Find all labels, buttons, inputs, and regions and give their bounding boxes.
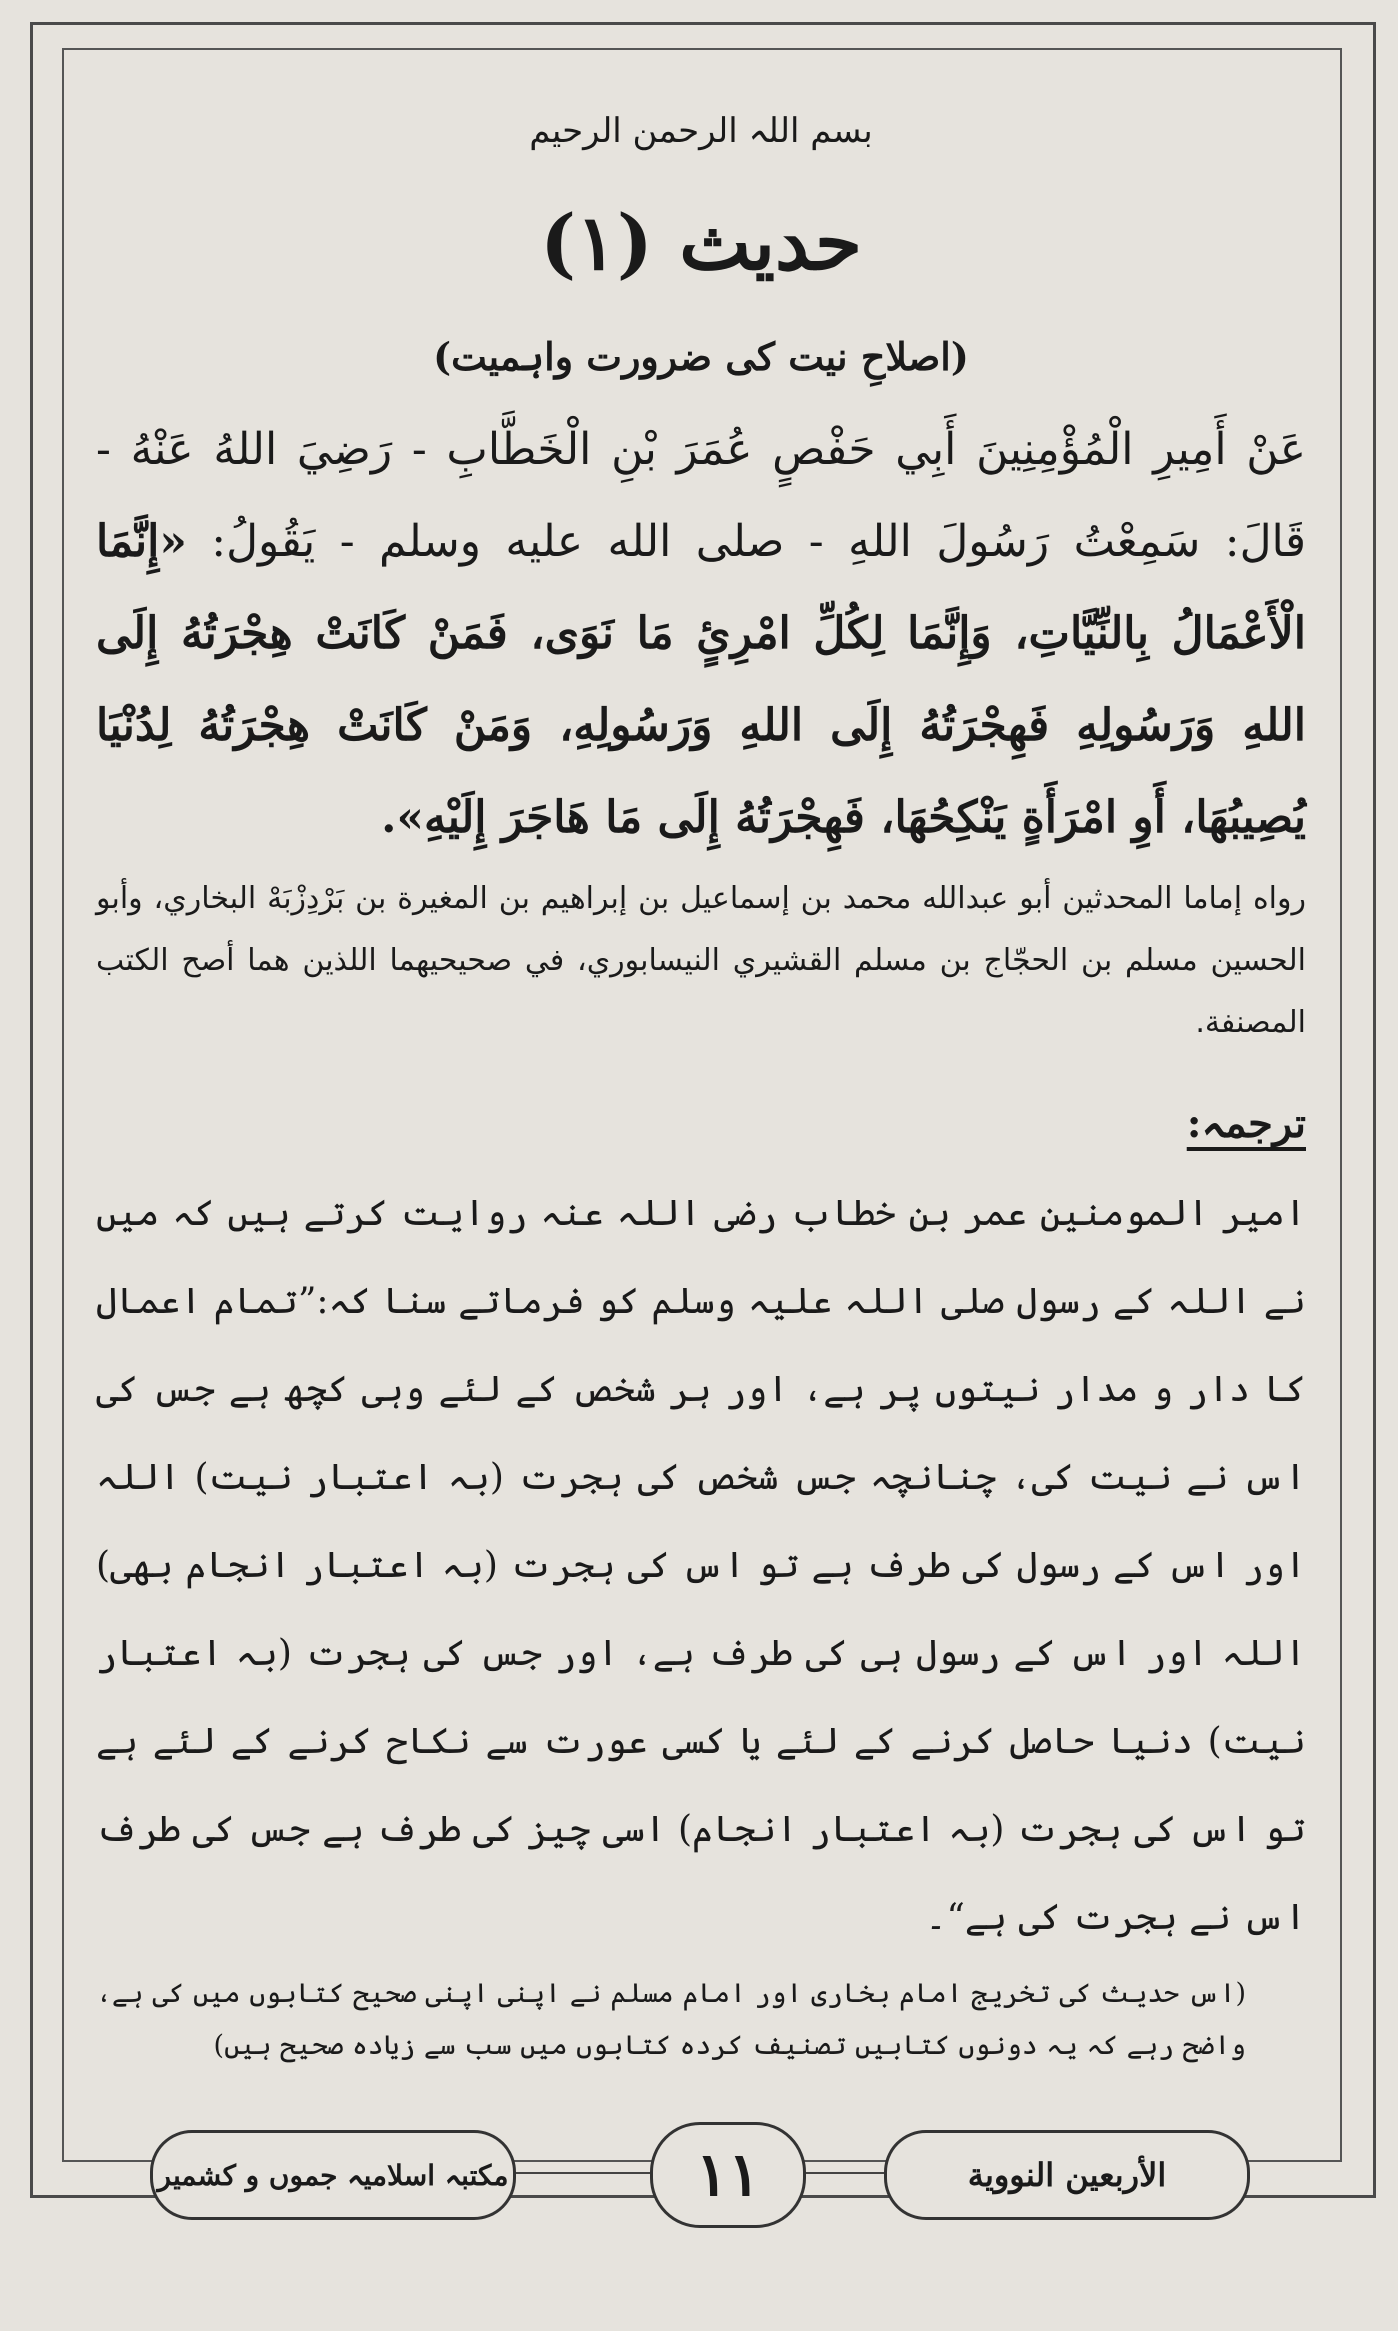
page-footer	[150, 2120, 1250, 2230]
bismillah: بسم اللہ الرحمن الرحیم	[529, 111, 873, 151]
translation-note: (اس حدیث کی تخریج امام بخاری اور امام مسلم نے اپنی اپنی صحیح کتابوں میں کی ہے، واضح رہے کہ یہ دونوں کتابیں تصنیف کردہ کتابوں میں سب سے زیادہ صحیح ہیں)	[96, 1978, 1246, 2061]
publisher-badge: مکتبہ اسلامیہ جموں و کشمیر	[150, 2130, 516, 2220]
arabic-hadith-text: «إِنَّمَا الْأَعْمَالُ بِالنِّيَّاتِ، وَإِنَّمَا لِكُلِّ امْرِئٍ مَا نَوَى، فَمَنْ كَانَتْ هِجْرَتُهُ إِلَى اللهِ وَرَسُولِهِ فَهِجْرَتُهُ إِلَى اللهِ وَرَسُولِهِ، وَمَنْ كَانَتْ هِجْرَتُهُ لِدُنْيَا يُصِيبُهَا، أَوِ امْرَأَةٍ يَنْكِحُهَا، فَهِجْرَتُهُ إِلَى مَا هَاجَرَ إِلَيْهِ».	[96, 516, 1306, 843]
arabic-hadith	[96, 404, 1306, 864]
hadith-subtitle: (اصلاحِ نیت کی ضرورت واہمیت)	[433, 334, 969, 379]
translation-heading: ترجمہ:	[1186, 1100, 1306, 1147]
arabic-intro: عَنْ أَمِيرِ الْمُؤْمِنِينَ أَبِي حَفْصٍ عُمَرَ بْنِ الْخَطَّابِ - رَضِيَ اللهُ عَنْهُ -	[96, 424, 1306, 475]
hadith-title: حدیث (۱)	[540, 198, 862, 287]
footer-ornament-left	[510, 2172, 650, 2174]
translation-body: امیر المومنین عمر بن خطاب رضی اللہ عنہ روایت کرتے ہیں کہ میں نے اللہ کے رسول صلی اللہ علیہ وسلم کو فرماتے سنا کہ:”تمام اعمال کا دار و مدار نیتوں پر ہے، اور ہر شخص کے لئے وہی کچھ ہے جس کی اس نے نیت کی، چنانچہ جس شخص کی ہجرت (بہ اعتبار نیت) اللہ اور اس کے رسول کی طرف ہے تو اس کی ہجرت (بہ اعتبار انجام بھی) اللہ اور اس کے رسول ہی کی طرف ہے، اور جس کی ہجرت (بہ اعتبار نیت) دنیا حاصل کرنے کے لئے یا کسی عورت سے نکاح کرنے کے لئے ہے تو اس کی ہجرت (بہ اعتبار انجام) اسی چیز کی طرف ہے جس کی طرف اس نے ہجرت کی ہے“۔	[96, 1193, 1306, 1938]
footer-ornament-right	[800, 2172, 890, 2174]
page-content	[96, 90, 1306, 2072]
book-title-badge: الأربعين النووية	[884, 2130, 1250, 2220]
narration-text: رواه إماما المحدثين أبو عبدالله محمد بن إسماعيل بن إبراهيم بن المغيرة بن بَرْدِزْبَهْ البخاري، وأبو الحسين مسلم بن الحجّاج بن مسلم القشيري النيسابوري، في صحيحيهما اللذين هما أصح الكتب المصنفة.	[96, 881, 1306, 1040]
arabic-qala: قَالَ: سَمِعْتُ رَسُولَ اللهِ - صلى الله عليه وسلم - يَقُولُ:	[211, 516, 1306, 567]
page-number: ۱۱	[650, 2122, 806, 2228]
